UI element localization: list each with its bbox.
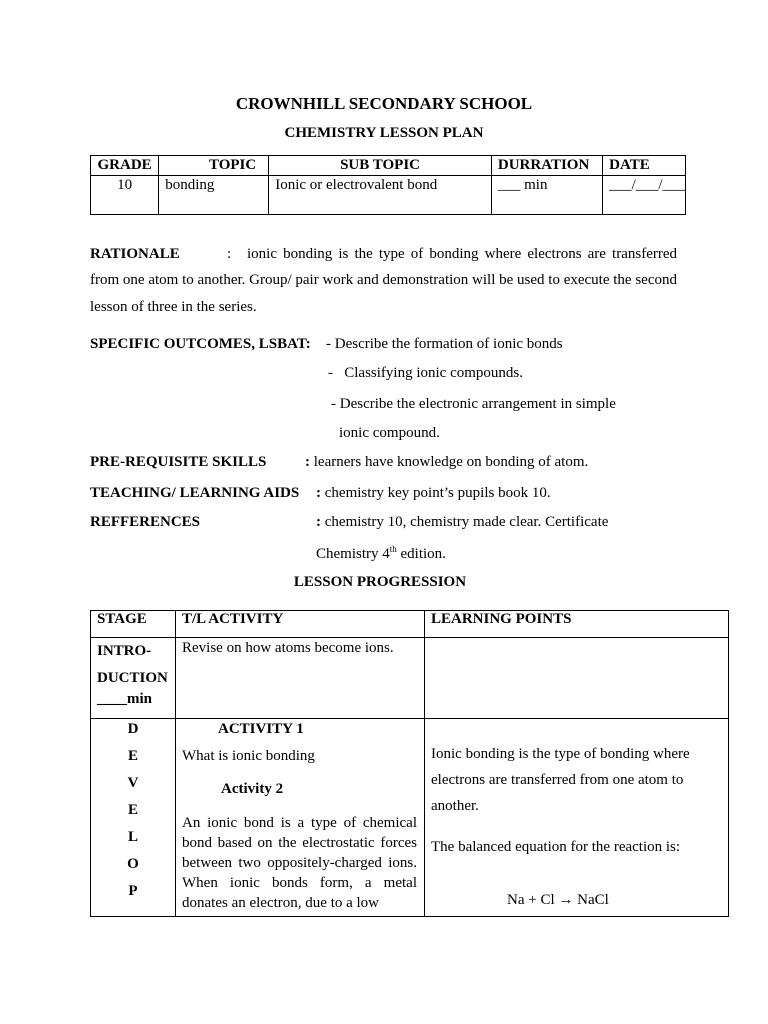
aids-label: TEACHING/ LEARNING AIDS — [90, 485, 300, 501]
lesson-progression-title: LESSON PROGRESSION — [293, 574, 467, 590]
intro-stage-line-1: INTRO- — [97, 643, 152, 659]
develop-letter-4: E — [127, 802, 138, 818]
references-text-line1: chemistry 10, chemistry made clear. Certificate — [324, 514, 609, 530]
reaction-equation: Na + Cl → NaCl — [507, 892, 609, 908]
references-line2-sup: th — [389, 544, 397, 554]
prereq-row — [305, 454, 588, 471]
intro-stage-cell — [91, 638, 176, 719]
intro-stage-line-3: ____min — [97, 691, 153, 707]
aids-colon: : — [316, 485, 321, 501]
outcome-item-2: - Classifying ionic compounds. — [328, 365, 523, 381]
develop-stage-cell — [91, 719, 176, 917]
develop-letter-5: L — [127, 829, 138, 845]
school-name: CROWNHILL SECONDARY SCHOOL — [235, 94, 533, 113]
prereq-label: PRE-REQUISITE SKILLS — [90, 454, 267, 470]
aids-text: chemistry key point’s pupils book 10. — [324, 485, 551, 501]
references-text-line2 — [316, 544, 446, 563]
points-header: LEARNING POINTS — [425, 611, 729, 638]
references-row — [316, 514, 608, 531]
activity1-title: ACTIVITY 1 — [218, 721, 304, 737]
duration-header: DURRATION — [491, 156, 602, 176]
references-colon: : — [316, 514, 321, 530]
develop-letter-7: P — [128, 883, 138, 899]
outcome-item-1: - Describe the formation of ionic bonds — [326, 336, 563, 352]
intro-activity-cell — [176, 638, 425, 719]
intro-stage-line-2: DUCTION — [97, 670, 168, 686]
grade-value: 10 — [91, 176, 159, 215]
subtopic-value: Ionic or electrovalent bond — [269, 176, 492, 215]
references-line2-post: edition. — [396, 546, 446, 562]
outcome-item-4: ionic compound. — [339, 425, 440, 441]
intro-activity-text: Revise on how atoms become ions. — [182, 640, 394, 656]
points-text-1: Ionic bonding is the type of bonding where electrons are transferred from one atom to another. — [431, 746, 690, 814]
rationale-text-line1: ionic bonding is the type of bonding where electrons are transferred — [247, 246, 677, 262]
stage-header: STAGE — [91, 611, 176, 638]
lesson-progression-table — [90, 610, 729, 917]
prereq-text: learners have knowledge on bonding of atom. — [313, 454, 589, 470]
rationale-line1 — [90, 244, 677, 264]
outcome-item-3: - Describe the electronic arrangement in simple — [331, 396, 616, 412]
aids-row — [316, 485, 551, 502]
rationale-colon: : — [227, 246, 232, 262]
develop-letter-1: D — [127, 721, 139, 737]
table-row-develop — [91, 719, 729, 917]
activity2-title: Activity 2 — [221, 781, 284, 797]
develop-letter-2: E — [127, 748, 138, 764]
duration-value: ___ min — [491, 176, 602, 215]
topic-value: bonding — [159, 176, 269, 215]
references-label: REFFERENCES — [90, 514, 201, 530]
lesson-info-table — [90, 155, 686, 215]
activity1-text: What is ionic bonding — [182, 748, 315, 764]
develop-letter-6: O — [127, 856, 139, 872]
develop-activity-cell — [176, 719, 425, 917]
intro-points-cell — [425, 638, 729, 719]
topic-header: TOPIC — [159, 156, 269, 176]
rationale-label: RATIONALE — [90, 246, 180, 262]
lesson-plan-title: CHEMISTRY LESSON PLAN — [284, 125, 484, 141]
rationale-text-rest: from one atom to another. Group/ pair work and demonstration will be used to execute the second lesson of three in the series. — [90, 272, 677, 315]
references-line2-pre: Chemistry 4 — [316, 546, 390, 562]
activity-header: T/L ACTIVITY — [176, 611, 425, 638]
date-value: ___/___/___ — [603, 176, 686, 215]
table-row-intro — [91, 638, 729, 719]
subtopic-header: SUB TOPIC — [269, 156, 492, 176]
grade-header: GRADE — [91, 156, 159, 176]
date-header: DATE — [603, 156, 686, 176]
points-text-2: The balanced equation for the reaction is: — [431, 839, 681, 855]
outcomes-label: SPECIFIC OUTCOMES, LSBAT: — [90, 336, 311, 352]
prereq-colon: : — [305, 454, 310, 470]
develop-points-cell — [425, 719, 729, 917]
activity2-text: An ionic bond is a type of chemical bond based on the electrostatic forces between two oppositely-charged ions. When ionic bonds form, a metal donates an electron, due to a low — [182, 815, 417, 911]
develop-letter-3: V — [127, 775, 139, 791]
